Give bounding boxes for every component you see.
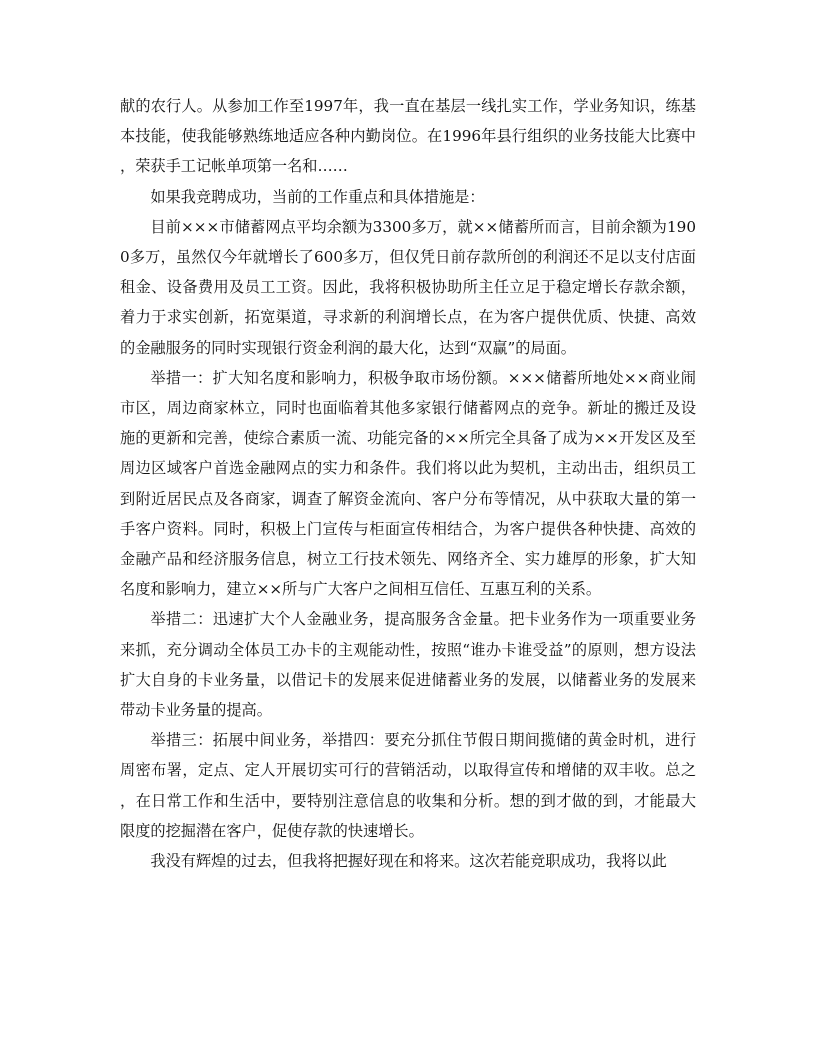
paragraph-1: 献的农行人。从参加工作至1997年，我一直在基层一线扎实工作，学业务知识，练基本技能，使我能够熟练地适应各种内勤岗位。在1996年县行组织的业务技能大比赛中，荣获手工记帐单项第一名和……: [120, 97, 696, 176]
paragraph-5: 举措二：迅速扩大个人金融业务，提高服务含金量。把卡业务作为一项重要业务来抓，充分调动全体员工办卡的主观能动性，按照“谁办卡谁受益”的原则，想方设法扩大自身的卡业务量，以借记卡的发展来促进储蓄业务的发展，以储蓄业务的发展来带动卡业务量的提高。: [120, 610, 696, 720]
paragraph-7: 我没有辉煌的过去，但我将把握好现在和将来。这次若能竞职成功，我将以此: [150, 852, 667, 871]
paragraph-6: 举措三：拓展中间业务，举措四：要充分抓住节假日期间揽储的黄金时机，进行周密布署，定点、定人开展切实可行的营销活动，以取得宣传和增储的双丰收。总之，在日常工作和生活中，要特别注意信息的收集和分析。想的到才做的到，才能最大限度的挖掘潜在客户，促使存款的快速增长。: [120, 731, 696, 840]
paragraph-3: 目前×××市储蓄网点平均余额为3300多万，就××储蓄所而言，目前余额为1900多万，虽然仅今年就增长了600多万，但仅凭日前存款所创的利润还不足以支付店面租金、设备费用及员工工资。因此，我将积极协助所主任立足于稳定增长存款余额，着力于求实创新，拓宽渠道，寻求新的利润增长点，在为客户提供优质、快捷、高效的金融服务的同时实现银行资金利润的最大化，达到“双赢”的局面。: [120, 217, 696, 357]
paragraph-2: 如果我竞聘成功，当前的工作重点和具体措施是：: [150, 187, 485, 206]
paragraph-4: 举措一：扩大知名度和影响力，积极争取市场份额。×××储蓄所地处××商业闹市区，周边商家林立，同时也面临着其他多家银行储蓄网点的竞争。新址的搬迁及设施的更新和完善，使综合素质一流、功能完备的××所完全具备了成为××开发区及至周边区域客户首选金融网点的实力和条件。我们将以此为契机，主动出击，组织员工到附近居民点及各商家，调查了解资金流向、客户分布等情况，从中获取大量的第一手客户资料。同时，积极上门宣传与柜面宣传相结合，为客户提供各种快捷、高效的金融产品和经济服务信息，树立工行技术领先、网络齐全、实力雄厚的形象，扩大知名度和影响力，建立××所与广大客户之间相互信任、互惠互利的关系。: [120, 368, 696, 599]
document-page: [120, 91, 696, 876]
